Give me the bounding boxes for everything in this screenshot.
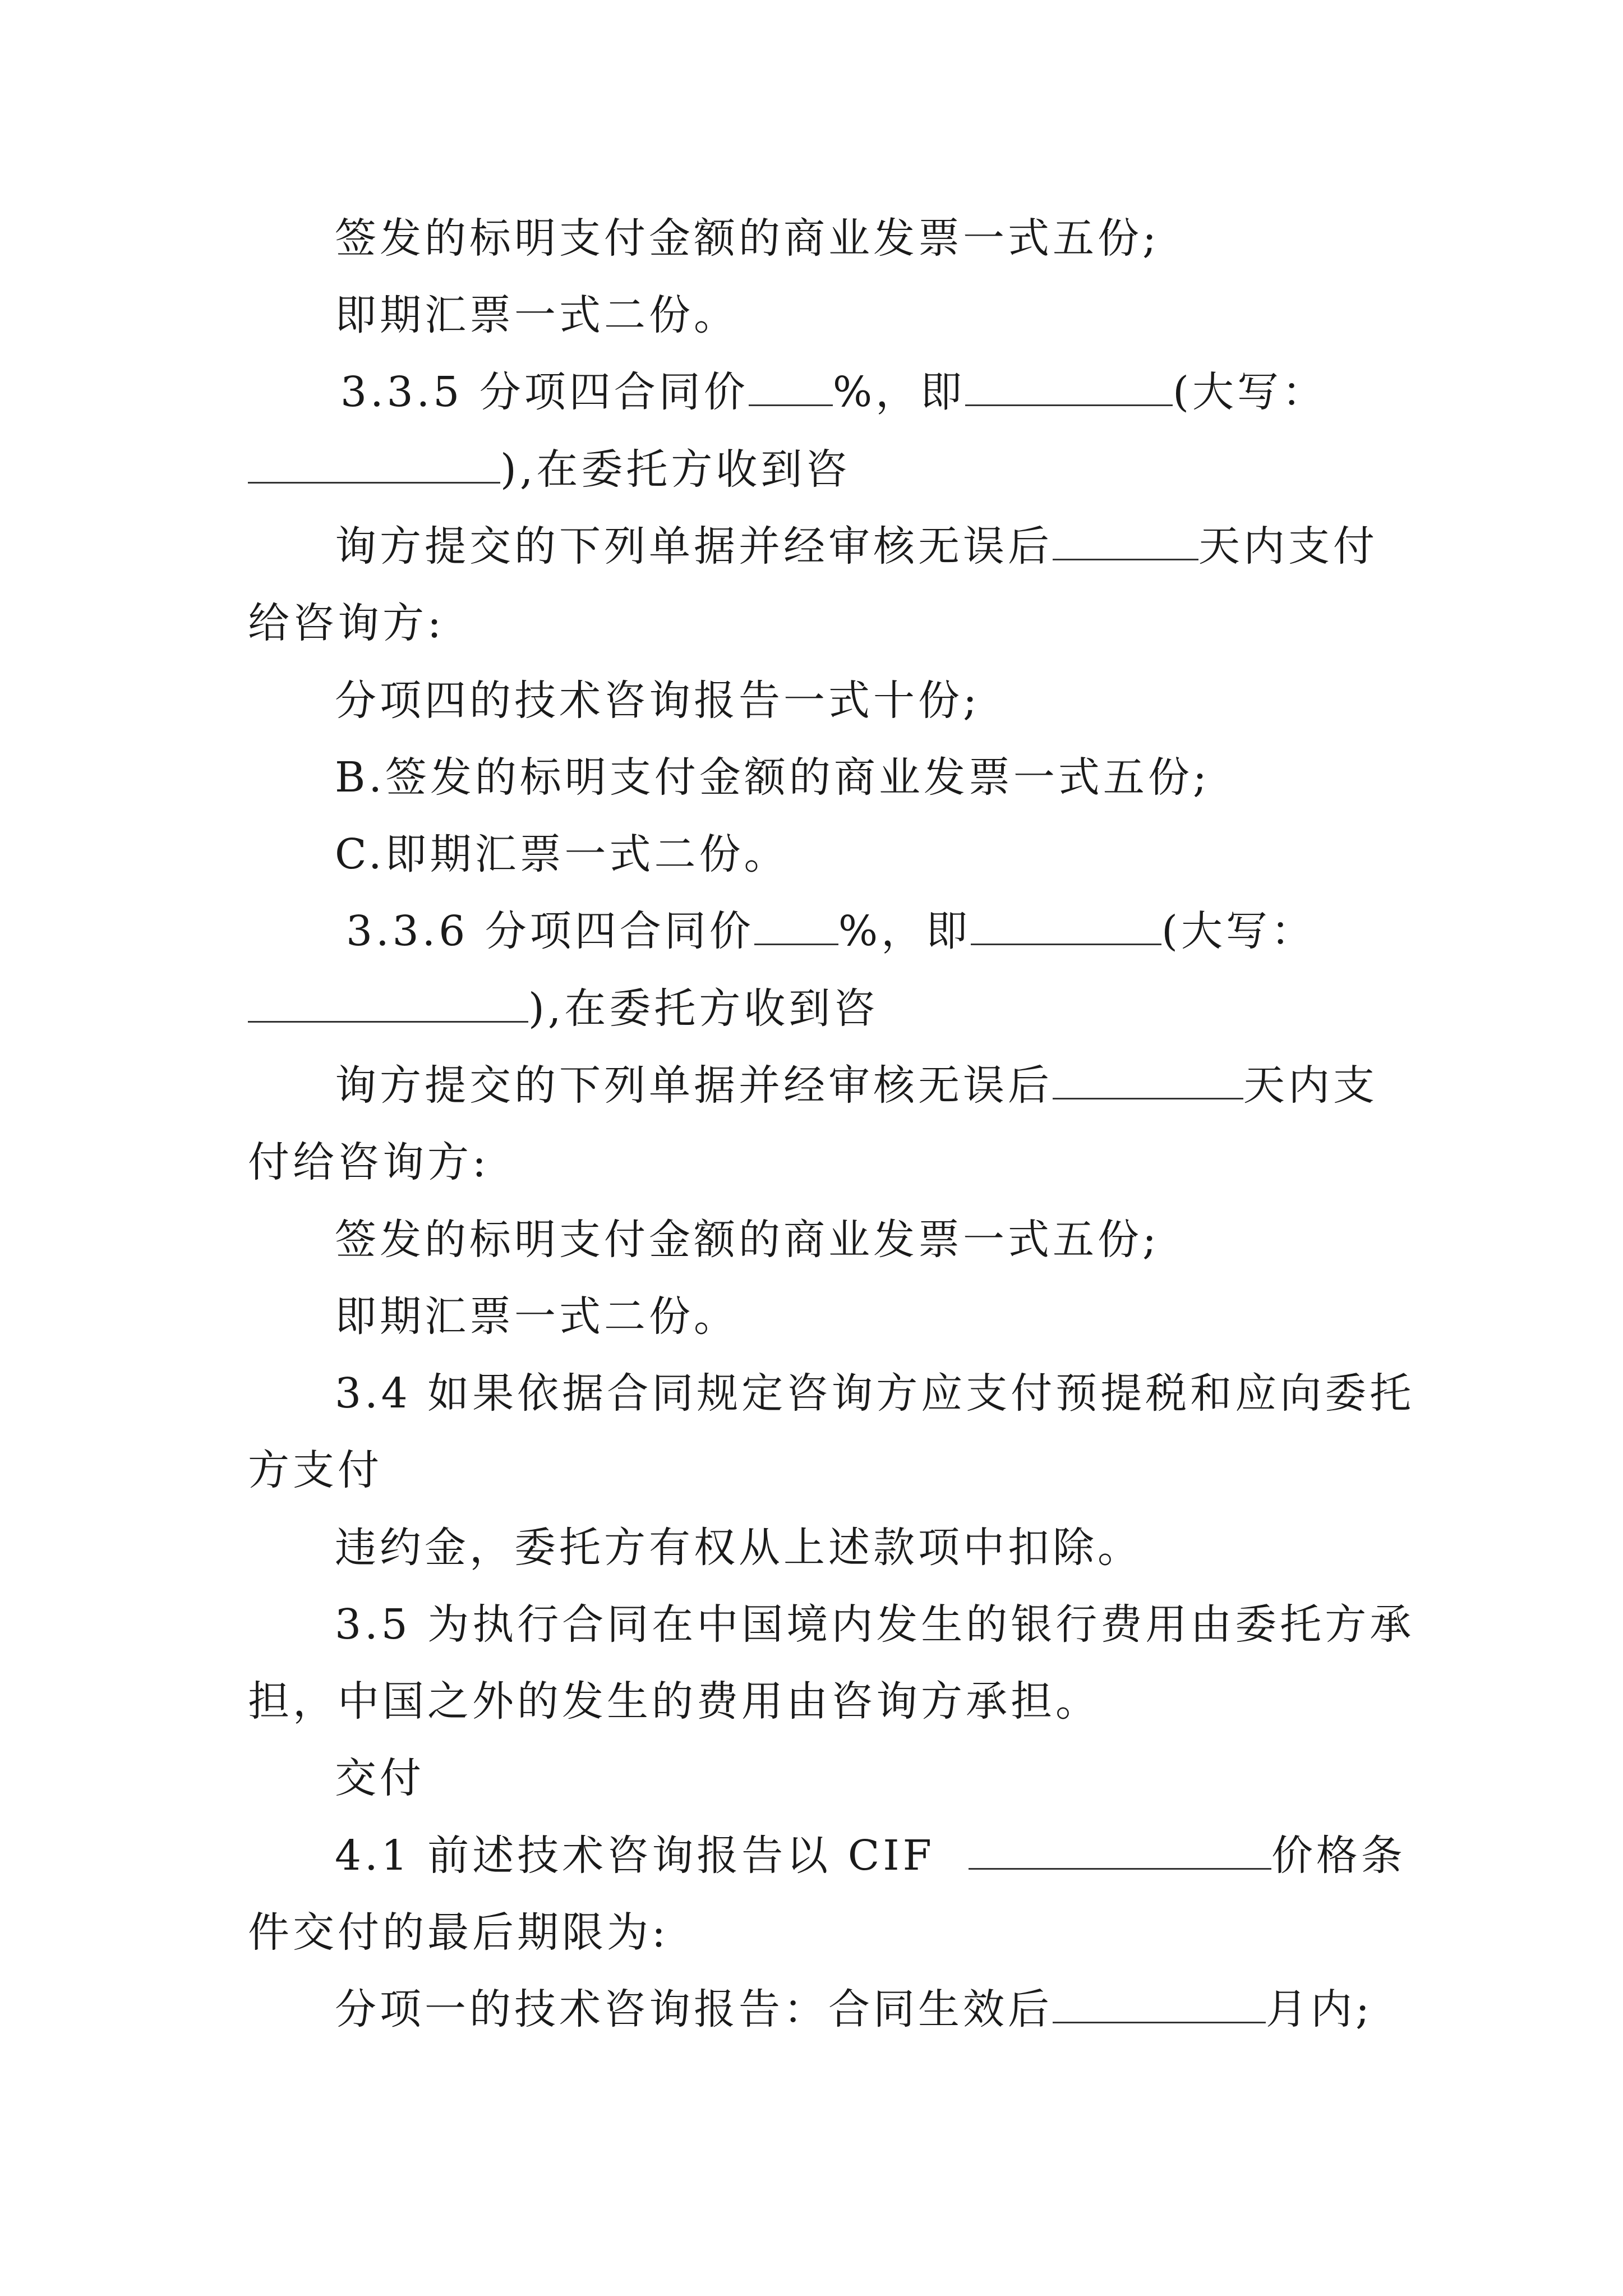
- text-line: [335, 1750, 425, 1806]
- text-line: [346, 903, 1316, 959]
- text-line: [335, 1981, 1373, 2037]
- line-text: 交付: [335, 1754, 425, 1802]
- line-text: 方支付: [248, 1446, 382, 1494]
- text-line: [335, 749, 1210, 806]
- blank-field: [248, 447, 500, 484]
- line-text: 付给咨询方:: [248, 1138, 490, 1186]
- line-text: 签发的标明支付金额的商业发票一式五份;: [335, 214, 1160, 263]
- line-text: 即期汇票一式二份。: [335, 291, 739, 339]
- line-text: 件交付的最后期限为:: [248, 1908, 669, 1957]
- line-text: 担，中国之外的发生的费用由咨询方承担。: [248, 1677, 1100, 1726]
- line-text: ),在委托方收到咨: [500, 445, 851, 494]
- line-text: C.即期汇票一式二份。: [335, 830, 789, 878]
- text-line: [335, 518, 1378, 574]
- text-line: [335, 1520, 1142, 1576]
- blank-field: [749, 370, 833, 406]
- blank-field: [248, 986, 528, 1023]
- text-line: [335, 826, 789, 882]
- blank-field: [754, 909, 838, 945]
- text-line: [335, 210, 1160, 266]
- line-text: 分项一的技术咨询报告：合同生效后: [335, 1985, 1053, 2033]
- text-line: [335, 1596, 1414, 1653]
- line-text: 天内支: [1243, 1061, 1378, 1110]
- line-text: 分项四的技术咨询报告一式十份;: [335, 677, 980, 725]
- text-line: [248, 1134, 490, 1190]
- line-text: 3.4 如果依据合同规定咨询方应支付预提税和应向委托: [335, 1369, 1415, 1418]
- text-line: [335, 1828, 1406, 1884]
- blank-field: [969, 1833, 1271, 1870]
- line-text: 即期汇票一式二份。: [335, 1292, 739, 1341]
- blank-field: [1053, 524, 1198, 560]
- text-line: [248, 441, 850, 498]
- line-text: 价格条: [1271, 1832, 1406, 1880]
- line-text: 4.1 前述技术咨询报告以 CIF: [335, 1832, 935, 1880]
- line-text: 3.3.5 分项四合同价: [340, 368, 749, 416]
- text-line: [340, 364, 1327, 420]
- text-line: [335, 1365, 1414, 1421]
- blank-field: [1053, 1987, 1266, 2023]
- line-text: (大写：: [1173, 368, 1327, 416]
- line-text: (大写：: [1161, 907, 1316, 955]
- text-line: [335, 287, 739, 343]
- line-text: 3.5 为执行合同在中国境内发生的银行费用由委托方承: [335, 1600, 1415, 1649]
- line-text: %，即: [832, 368, 966, 416]
- text-line: [335, 1289, 739, 1345]
- line-text: B.签发的标明支付金额的商业发票一式五份;: [335, 753, 1210, 802]
- text-line: [335, 1212, 1160, 1268]
- line-text: 给咨询方:: [248, 599, 445, 647]
- line-text: 违约金，委托方有权从上述款项中扣除。: [335, 1524, 1142, 1572]
- text-line: [248, 1673, 1100, 1729]
- text-line: [248, 981, 878, 1037]
- line-text: 询方提交的下列单据并经审核无误后: [335, 1061, 1053, 1110]
- blank-field: [965, 370, 1173, 406]
- line-text: 3.3.6 分项四合同价: [346, 907, 754, 955]
- line-text: 询方提交的下列单据并经审核无误后: [335, 522, 1053, 570]
- line-text: 天内支付: [1198, 522, 1378, 570]
- text-line: [335, 1057, 1378, 1114]
- blank-field: [1053, 1063, 1243, 1099]
- line-text: 签发的标明支付金额的商业发票一式五份;: [335, 1216, 1160, 1264]
- line-text: 月内;: [1266, 1985, 1373, 2033]
- line-text: %，即: [838, 907, 971, 955]
- text-line: [248, 595, 445, 651]
- blank-field: [971, 909, 1161, 945]
- text-line: [248, 1904, 669, 1961]
- text-line: [248, 1442, 382, 1498]
- text-line: [335, 673, 980, 729]
- line-text: ),在委托方收到咨: [528, 984, 879, 1033]
